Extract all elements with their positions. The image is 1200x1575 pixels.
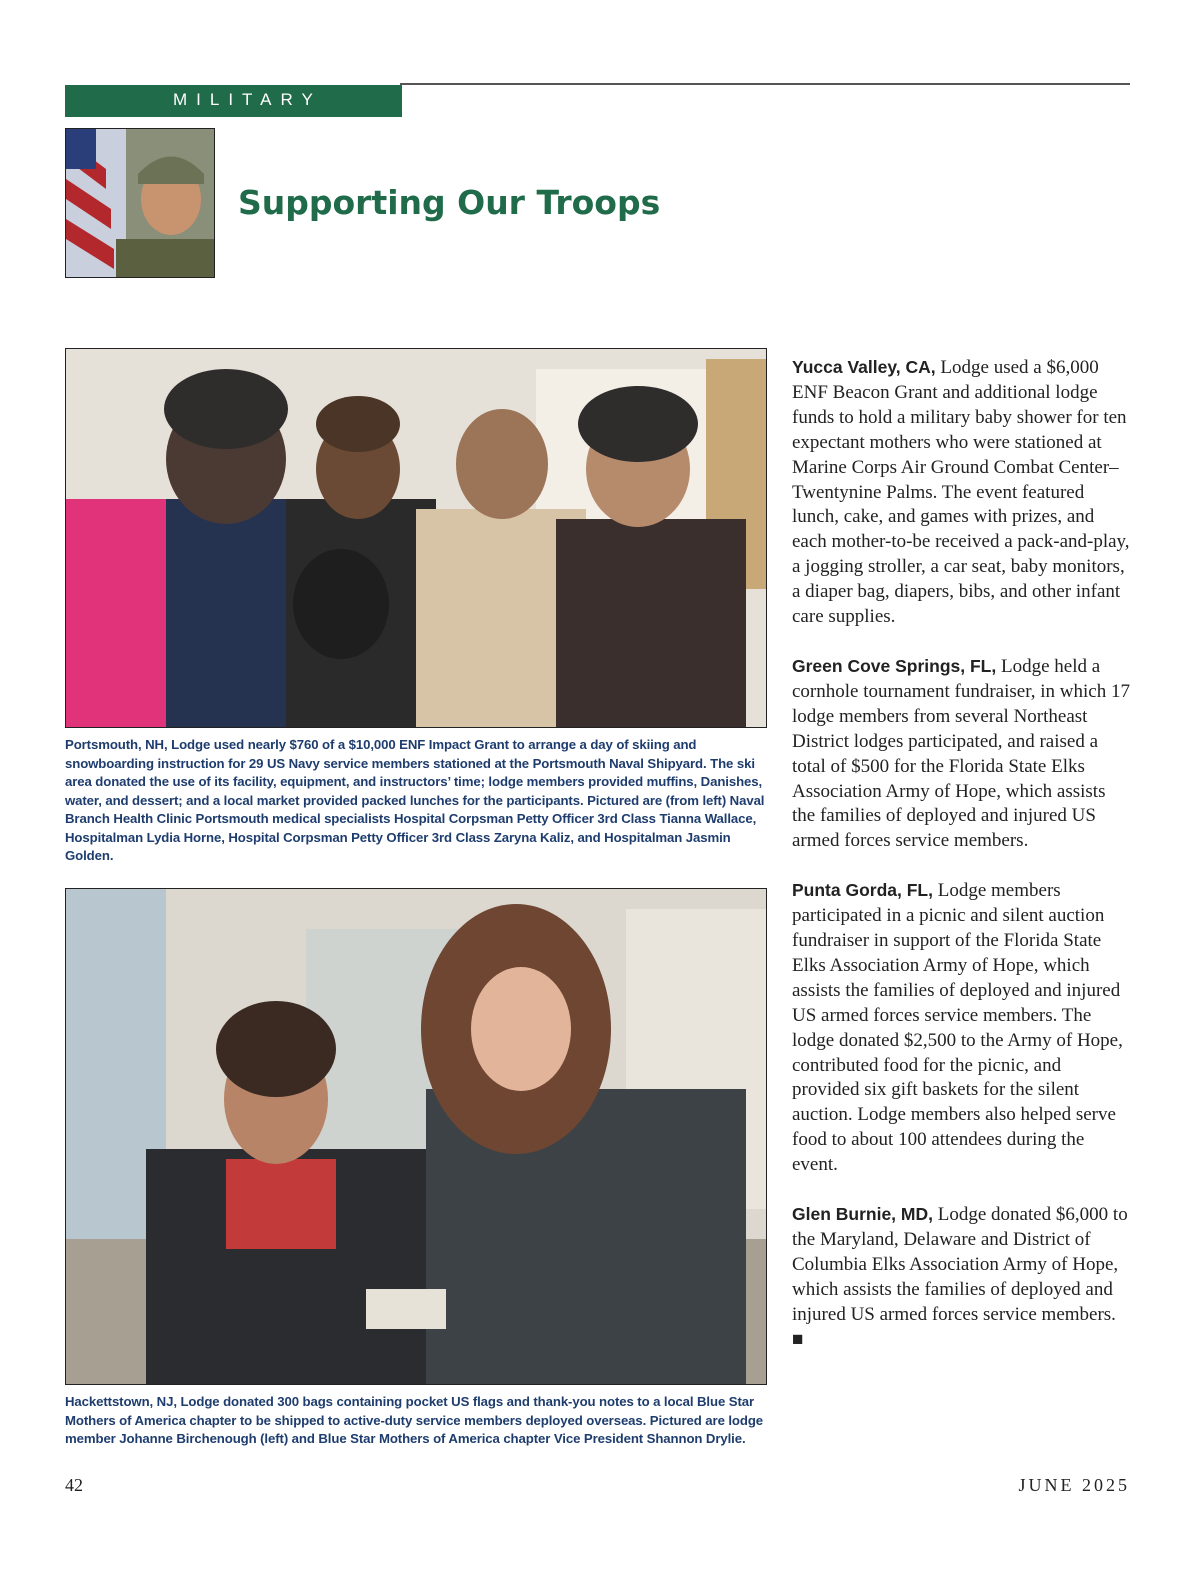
glen-burnie-text: Lodge donated $6,000 to the Maryland, Delaware and District of Columbia Elks Association Army of Hope, which assists the families of deployed and injured US armed forces service members. ■	[792, 1204, 1128, 1350]
article-text-column	[792, 355, 1132, 1377]
glen-burnie-paragraph	[792, 1202, 1132, 1352]
page-number: 42	[65, 1475, 83, 1495]
yucca-valley-paragraph	[792, 355, 1132, 630]
soldier-portrait-image	[65, 128, 215, 278]
yucca-valley-text: Lodge used a $6,000 ENF Beacon Grant and additional lodge funds to hold a military baby shower for ten expectant mothers who were stationed at Marine Corps Air Ground Combat Center–Twentynine Palms. The event featured lunch, cake, and games with prizes, and each mother-to-be received a pack-and-play, a jogging stroller, a car seat, baby monitors, a diaper bag, diapers, bibs, and other infant care supplies.	[792, 357, 1130, 628]
portsmouth-caption-place: Portsmouth, NH,	[65, 737, 168, 752]
hackettstown-caption	[65, 1393, 770, 1449]
glen-burnie-place: Glen Burnie, MD,	[792, 1204, 933, 1225]
green-cove-springs-text: Lodge held a cornhole tournament fundraiser, in which 17 lodge members from several Northeast District lodges participated, and raised a total of $500 for the Florida State Elks Association Army of Hope, which assists the families of deployed and injured US armed forces service members.	[792, 655, 1130, 852]
green-cove-springs-paragraph	[792, 654, 1132, 854]
portsmouth-caption	[65, 736, 770, 866]
punta-gorda-text: Lodge members participated in a picnic and silent auction fundraiser in support of the Florida State Elks Association Army of Hope, which assists the families of deployed and injured US armed forces service members. The lodge donated $2,500 to the Army of Hope, contributed food for the picnic, and provided six gift baskets for the silent auction. Lodge members also helped serve food to about 100 attendees during the event.	[792, 880, 1123, 1176]
hackettstown-caption-place: Hackettstown, NJ,	[65, 1394, 177, 1409]
punta-gorda-paragraph	[792, 878, 1132, 1178]
issue-date: JUNE 2025	[1018, 1475, 1130, 1495]
punta-gorda-place: Punta Gorda, FL,	[792, 880, 933, 901]
yucca-valley-place: Yucca Valley, CA,	[792, 357, 936, 377]
article-title: Supporting Our Troops	[238, 183, 661, 222]
green-cove-springs-place: Green Cove Springs, FL,	[792, 655, 997, 676]
hackettstown-caption-text: Lodge donated 300 bags containing pocket US flags and thank-you notes to a local Blue Star Mothers of America chapter to be shipped to active-duty service members deployed overseas. Pictured are lodge member Johanne Birchenough (left) and Blue Star Mothers of America chapter Vice President Shannon Drylie.	[65, 1394, 764, 1446]
hackettstown-photo	[65, 888, 767, 1385]
portsmouth-group-photo	[65, 348, 767, 728]
section-label: MILITARY	[65, 85, 402, 117]
portsmouth-caption-text: Lodge used nearly $760 of a $10,000 ENF Impact Grant to arrange a day of skiing and snowboarding instruction for 29 US Navy service members stationed at the Portsmouth Naval Shipyard. The ski area donated the use of its facility, equipment, and instructors’ time; lodge members provided muffins, Danishes, water, and dessert; and a local market provided packed lunches for the participants. Pictured are (from left) Naval Branch Health Clinic Portsmouth medical specialists Hospital Corpsman Petty Officer 3rd Class Tianna Wallace, Hospitalman Lydia Horne, Hospital Corpsman Petty Officer 3rd Class Zaryna Kaliz, and Hospitalman Jasmin Golden.	[65, 737, 765, 863]
top-rule	[400, 83, 1130, 85]
